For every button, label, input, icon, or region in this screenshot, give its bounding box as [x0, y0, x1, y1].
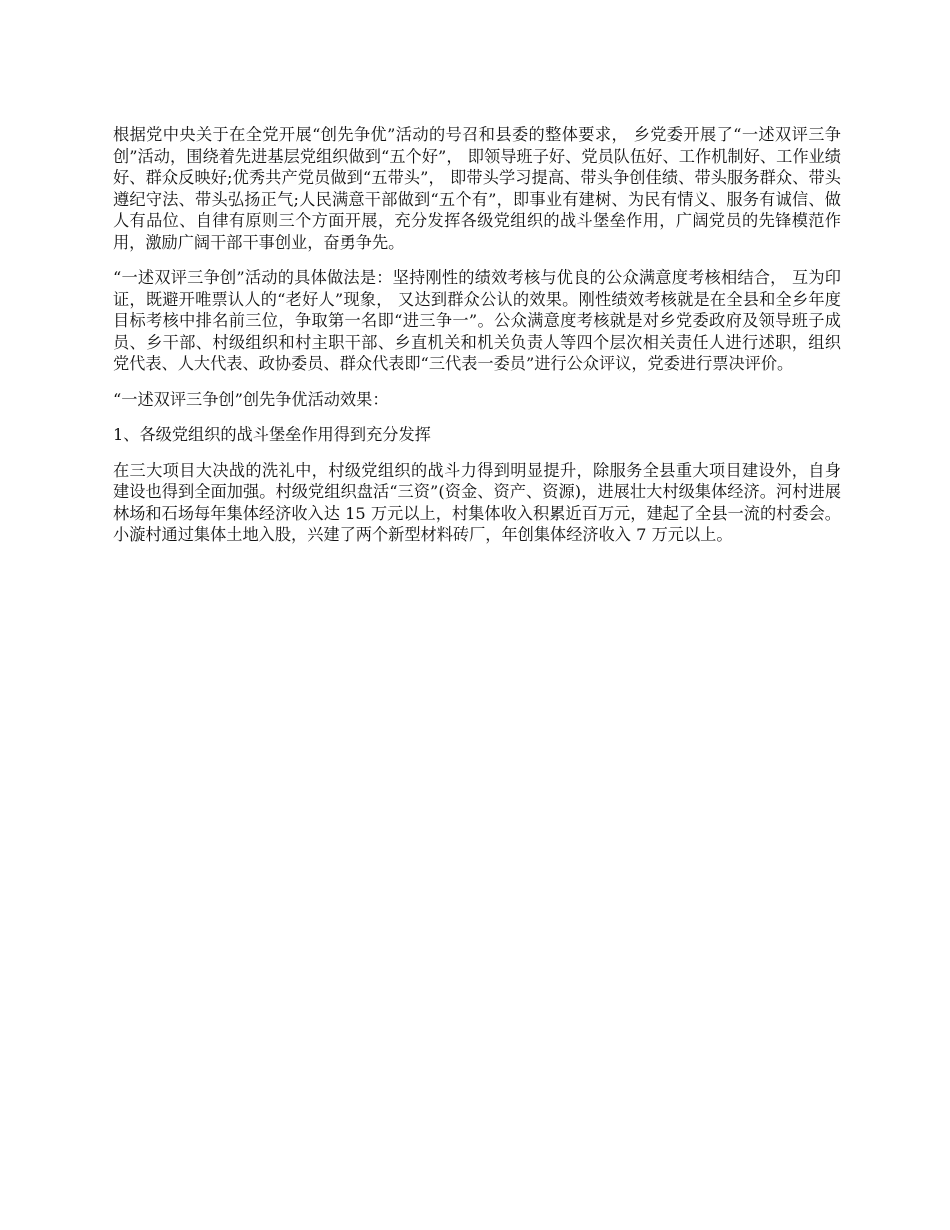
section-1-paragraph: 在三大项目大决战的洗礼中，村级党组织的战斗力得到明显提升，除服务全县重大项目建设外，自身建设也得到全面加强。村级党组织盘活“三资”(资金、资产、资源)，进展壮大村级集体经济。河村进展林场和石场每年集体经济收入达 15 万元以上，村集体收入积累近百万元，建起了全县一流的村委会。小漩村通过集体土地入股，兴建了两个新型材料砖厂，年创集体经济收入 7 万元以上。 [113, 460, 841, 544]
section-1-heading: 1、各级党组织的战斗堡垒作用得到充分发挥 [113, 425, 431, 444]
document-body [113, 124, 841, 560]
intro-paragraph: 根据党中央关于在全党开展“创先争优”活动的号召和县委的整体要求， 乡党委开展了“一述双评三争创”活动，围绕着先进基层党组织做到“五个好”， 即领导班子好、党员队伍好、工作机制好、工作业绩好、群众反映好;优秀共产党员做到“五带头”， 即带头学习提高、带头争创佳绩、带头服务群众、带头遵纪守法、带头弘扬正气;人民满意干部做到“五个有”，即事业有建树、为民有情义、服务有诚信、做人有品位、自律有原则三个方面开展，充分发挥各级党组织的战斗堡垒作用，广阔党员的先锋模范作用，激励广阔干部干事创业，奋勇争先。 [113, 125, 841, 252]
effects-heading: “一述双评三争创”创先争优活动效果： [113, 389, 389, 409]
method-paragraph: “一述双评三争创”活动的具体做法是：坚持刚性的绩效考核与优良的公众满意度考核相结合， 互为印证，既避开唯票认人的“老好人”现象， 又达到群众公认的效果。刚性绩效考核就是在全县和全乡年度目标考核中排名前三位，争取第一名即“进三争一”。公众满意度考核就是对乡党委政府及领导班子成员、乡干部、村级组织和村主职干部、乡直机关和机关负责人等四个层次相关责任人进行述职，组织党代表、人大代表、政协委员、群众代表即“三代表一委员”进行公众评议，党委进行票决评价。 [113, 268, 841, 373]
